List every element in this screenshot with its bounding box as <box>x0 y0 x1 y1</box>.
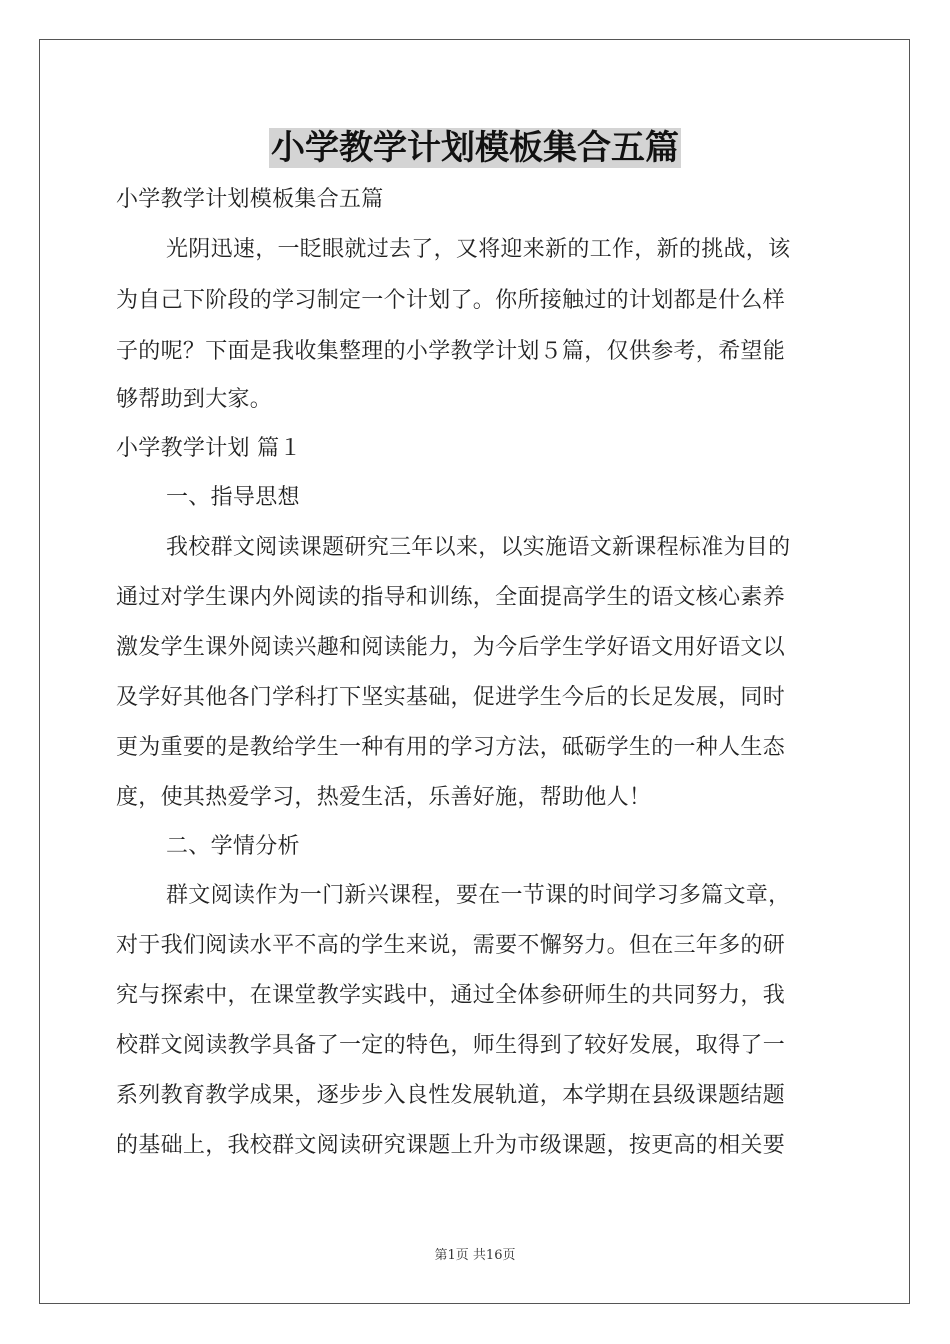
paragraph-line: 校群文阅读教学具备了一定的特色，师生得到了较好发展，取得了一 <box>116 1033 786 1058</box>
document-title <box>0 124 950 172</box>
paragraph-line: 系列教育教学成果，逐步步入良性发展轨道，本学期在县级课题结题 <box>116 1083 786 1108</box>
paragraph-line: 光阴迅速，一眨眼就过去了，又将迎来新的工作，新的挑战，该 <box>166 237 791 262</box>
document-title-text: 小学教学计划模板集合五篇 <box>271 128 679 168</box>
paragraph-line: 对于我们阅读水平不高的学生来说，需要不懈努力。但在三年多的研 <box>116 933 786 958</box>
paragraph-line: 我校群文阅读课题研究三年以来，以实施语文新课程标准为目的 <box>166 535 791 560</box>
subsection-heading: 二、学情分析 <box>166 834 300 859</box>
subtitle-line: 小学教学计划模板集合五篇 <box>116 187 384 212</box>
page-border <box>39 39 910 1304</box>
paragraph-line: 更为重要的是教给学生一种有用的学习方法，砥砺学生的一种人生态 <box>116 735 786 760</box>
subsection-heading: 一、指导思想 <box>166 485 300 510</box>
paragraph-line: 激发学生课外阅读兴趣和阅读能力，为今后学生学好语文用好语文以 <box>116 635 786 660</box>
paragraph-line: 子的呢？下面是我收集整理的小学教学计划５篇，仅供参考，希望能 <box>116 339 786 364</box>
section-heading: 小学教学计划 篇１ <box>116 436 302 461</box>
paragraph-line: 为自己下阶段的学习制定一个计划了。你所接触过的计划都是什么样 <box>116 288 786 313</box>
paragraph-line: 的基础上，我校群文阅读研究课题上升为市级课题，按更高的相关要 <box>116 1133 786 1158</box>
paragraph-line: 及学好其他各门学科打下坚实基础，促进学生今后的长足发展，同时 <box>116 685 786 710</box>
paragraph-line: 究与探索中，在课堂教学实践中，通过全体参研师生的共同努力，我 <box>116 983 786 1008</box>
paragraph-line: 够帮助到大家。 <box>116 387 273 412</box>
page-footer: 第1页 共16页 <box>434 1248 516 1263</box>
paragraph-line: 通过对学生课内外阅读的指导和训练，全面提高学生的语文核心素养 <box>116 585 786 610</box>
paragraph-line: 度，使其热爱学习，热爱生活，乐善好施，帮助他人！ <box>116 785 652 810</box>
paragraph-line: 群文阅读作为一门新兴课程，要在一节课的时间学习多篇文章， <box>166 883 791 908</box>
